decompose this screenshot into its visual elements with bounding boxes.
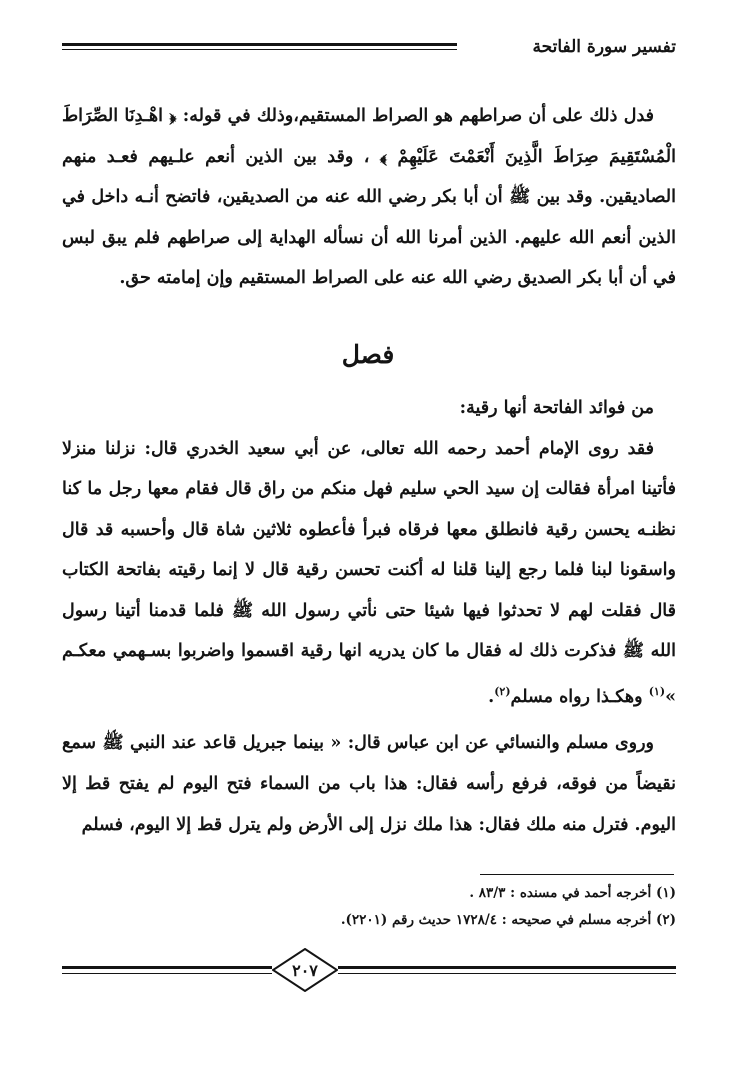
header-rule-thick	[62, 43, 457, 46]
header-title: تفسير سورة الفاتحة	[532, 37, 676, 57]
paragraph-text: فدل ذلك على أن صراطهم هو الصراط المستقيم،وذلك في قوله: ﴿ اهْـدِنَا الصِّرَاطَ الْمُسْتَقِيمَ صِرَاطَ الَّذِينَ أَنْعَمْتَ عَلَيْهِمْ ﴾ ، وقد بين الذين أنعم علـيهم فعـد منهم الصاديقين. وقد بين ﷺ أن أبا بكر رضي الله عنه من الصديقين، فاتضح أنـه داخل في الذين أنعم الله عليهم. الذين أمرنا الله أن نسأله الهداية إلى صراطهم فلم يبق لبس في أن أبا بكر الصديق رضي الله عنه على الصراط المستقيم وإن إمامته حق.	[62, 106, 676, 288]
page-number-badge	[272, 948, 338, 992]
running-header	[62, 32, 676, 62]
section-heading: فصل	[341, 340, 395, 369]
body-paragraph-1	[62, 96, 676, 299]
header-rule-thin	[62, 49, 457, 50]
footer-rule-right-thick	[338, 966, 676, 969]
hadith-1-end: .	[488, 686, 495, 707]
footnote-1: (١) أخرجه أحمد في مسنده : ٨٣/٣ .	[469, 885, 676, 901]
hadith-2: وروى مسلم والنسائي عن ابن عباس قال: « بينما جبريل قاعد عند النبي ﷺ سمع نقيضاً من فوقه، فرفع رأسه فقال: هذا باب من السماء فتح اليوم لم يفتح قط إلا اليوم. فترل منه ملك فقال: هذا ملك نزل إلى الأرض ولم يترل قط إلا اليوم، فسلم	[62, 733, 676, 835]
footnote-separator	[480, 874, 674, 875]
footnote-ref-1[interactable]: (١)	[648, 684, 666, 698]
hadith-1	[62, 429, 676, 717]
hadith-1-middle: وهكـذا رواه مسلم	[510, 686, 649, 707]
body-section-2	[62, 388, 676, 717]
footer-rule-right-thin	[338, 973, 676, 974]
page-number: ٢٠٧	[292, 960, 318, 980]
hadith-1-text: فقد روى الإمام أحمد رحمه الله تعالى، عن أبي سعيد الخدري قال: نزلنا منزلا فأتينا امرأة فقالت إن سيد الحي سليم فهل منكم من راق قال فقام معها رجل ما كنا نظنـه يحسن رقية فانطلق معها فرقاه فبرأ فأعطوه ثلاثين شاة قال وأحسبه قد قال واسقونا لبنا فلما رجع إلينا قلنا له أكنت تحسن رقية قال لا إنما رقيته بفاتحة الكتاب قال فقلت لهم لا تحدثوا فيها شيئا حتى نأتي رسول الله ﷺ فلما قدمنا أتينا رسول الله ﷺ فذكرت ذلك له فقال ما كان يدريه انها رقية اقسموا واضربوا بسـهمي معكـم »	[62, 438, 676, 707]
body-section-3	[62, 723, 676, 846]
intro-line: من فوائد الفاتحة أنها رقية:	[459, 398, 654, 418]
footer-rule-left-thin	[62, 973, 272, 974]
footnote-ref-2[interactable]: (٢)	[494, 684, 511, 698]
page-footer	[62, 942, 676, 1002]
footnote-2: (٢) أخرجه مسلم في صحيحه : ١٧٢٨/٤ حديث رقم (٢٢٠١).	[340, 912, 676, 928]
footer-rule-left-thick	[62, 966, 272, 969]
footnotes	[62, 880, 676, 934]
